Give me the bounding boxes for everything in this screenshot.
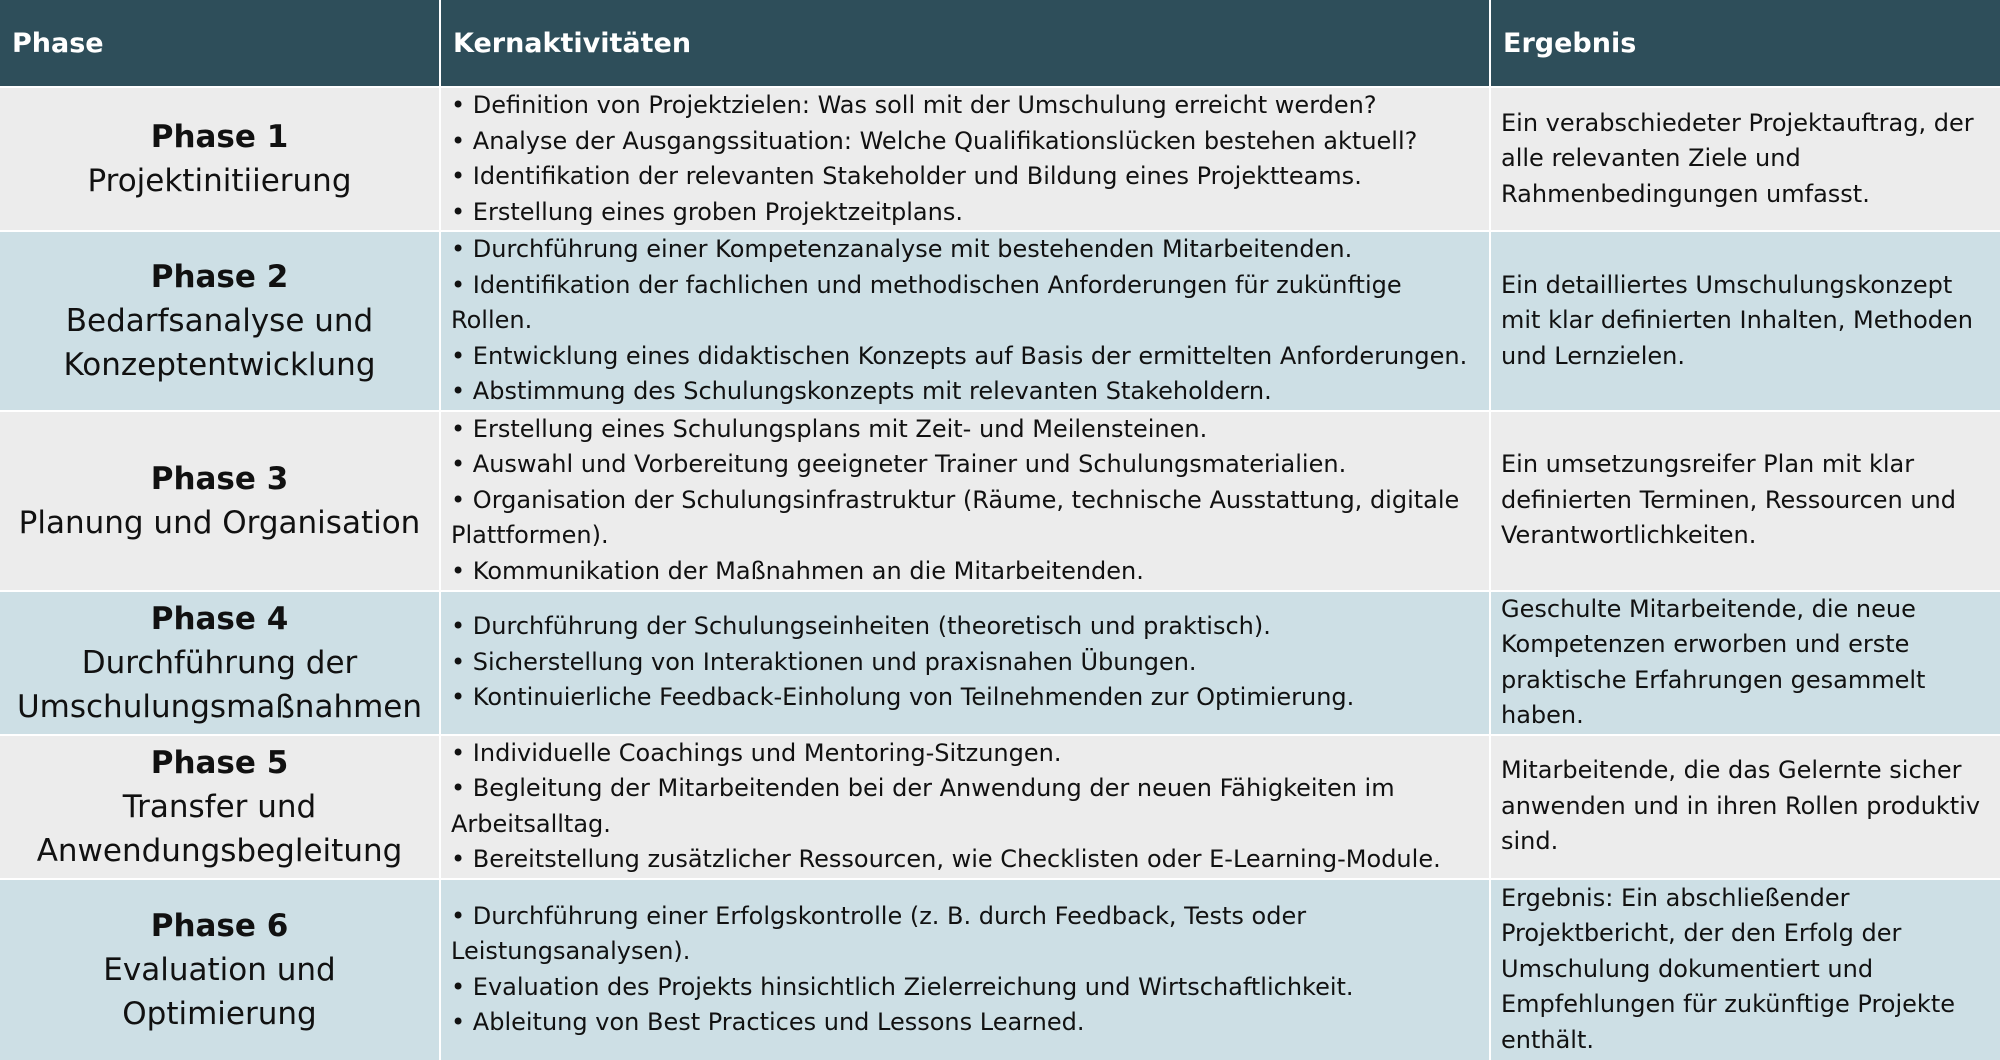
activity-item: • Durchführung der Schulungseinheiten (theoretisch und praktisch). — [451, 609, 1479, 645]
activity-item: • Identifikation der fachlichen und methodischen Anforderungen für zukünftige Rollen. — [451, 268, 1479, 339]
activity-item: • Sicherstellung von Interaktionen und praxisnahen Übungen. — [451, 645, 1479, 681]
phase-number: Phase 5 — [150, 744, 289, 781]
result-cell: Ein umsetzungsreifer Plan mit klar definierten Terminen, Ressourcen und Verantwortlichkeiten. — [1490, 411, 2000, 591]
activity-item: • Erstellung eines Schulungsplans mit Zeit- und Meilensteinen. — [451, 412, 1479, 448]
activity-item: • Identifikation der relevanten Stakeholder und Bildung eines Projektteams. — [451, 159, 1479, 195]
phase-cell — [0, 591, 440, 735]
activities-list — [451, 609, 1479, 716]
phase-number: Phase 1 — [150, 119, 289, 155]
activity-item: • Evaluation des Projekts hinsichtlich Zielerreichung und Wirtschaftlichkeit. — [451, 970, 1479, 1006]
activities-list — [451, 232, 1479, 410]
phase-number: Phase 6 — [150, 907, 289, 944]
activity-item: • Auswahl und Vorbereitung geeigneter Trainer und Schulungsmaterialien. — [451, 447, 1479, 483]
table-row — [0, 87, 2000, 231]
activity-item: • Analyse der Ausgangssituation: Welche Qualifikationslücken bestehen aktuell? — [451, 124, 1479, 160]
table-header-row — [0, 0, 2000, 87]
result-cell: Geschulte Mitarbeitende, die neue Kompetenzen erworben und erste praktische Erfahrungen gesammelt haben. — [1490, 591, 2000, 735]
activity-item: • Begleitung der Mitarbeitenden bei der Anwendung der neuen Fähigkeiten im Arbeitsalltag. — [451, 771, 1479, 842]
activity-item: • Durchführung einer Erfolgskontrolle (z. B. durch Feedback, Tests oder Leistungsanalysen). — [451, 899, 1479, 970]
header-result: Ergebnis — [1490, 0, 2000, 87]
activities-cell — [440, 87, 1490, 231]
table-row — [0, 231, 2000, 411]
activity-item: • Bereitstellung zusätzlicher Ressourcen, wie Checklisten oder E-Learning-Module. — [451, 842, 1479, 878]
phase-name: Planung und Organisation — [18, 504, 421, 541]
activity-item: • Kommunikation der Maßnahmen an die Mitarbeitenden. — [451, 554, 1479, 590]
activities-cell — [440, 231, 1490, 411]
activity-item: • Kontinuierliche Feedback-Einholung von Teilnehmenden zur Optimierung. — [451, 680, 1479, 716]
activity-item: • Durchführung einer Kompetenzanalyse mit bestehenden Mitarbeitenden. — [451, 232, 1479, 268]
phase-name: Bedarfsanalyse und Konzeptentwicklung — [63, 302, 376, 383]
result-cell: Ein verabschiedeter Projektauftrag, der alle relevanten Ziele und Rahmenbedingungen umfasst. — [1490, 87, 2000, 231]
activities-cell — [440, 879, 1490, 1060]
phase-cell — [0, 411, 440, 591]
result-cell: Ergebnis: Ein abschließender Projektbericht, der den Erfolg der Umschulung dokumentiert und Empfehlungen für zukünftige Projekte enthält. — [1490, 879, 2000, 1060]
activities-cell — [440, 591, 1490, 735]
activities-cell — [440, 735, 1490, 879]
activities-cell — [440, 411, 1490, 591]
table-row — [0, 591, 2000, 735]
phase-cell — [0, 231, 440, 411]
phase-cell — [0, 87, 440, 231]
activities-list — [451, 899, 1479, 1041]
activities-list — [451, 88, 1479, 230]
result-cell: Mitarbeitende, die das Gelernte sicher anwenden und in ihren Rollen produktiv sind. — [1490, 735, 2000, 879]
phase-name: Transfer und Anwendungsbegleitung — [36, 788, 403, 869]
header-phase: Phase — [0, 0, 440, 87]
phase-cell — [0, 879, 440, 1060]
activity-item: • Individuelle Coachings und Mentoring-Sitzungen. — [451, 736, 1479, 772]
table-row — [0, 735, 2000, 879]
phase-cell — [0, 735, 440, 879]
activity-item: • Entwicklung eines didaktischen Konzepts auf Basis der ermittelten Anforderungen. — [451, 339, 1479, 375]
phase-number: Phase 4 — [150, 600, 289, 637]
phase-number: Phase 3 — [150, 460, 289, 497]
result-cell: Ein detailliertes Umschulungskonzept mit klar definierten Inhalten, Methoden und Lernzielen. — [1490, 231, 2000, 411]
activities-list — [451, 736, 1479, 878]
activity-item: • Abstimmung des Schulungskonzepts mit relevanten Stakeholdern. — [451, 374, 1479, 410]
phase-name: Evaluation und Optimierung — [103, 951, 336, 1032]
table-row — [0, 411, 2000, 591]
phase-name: Projektinitiierung — [87, 163, 352, 199]
activity-item: • Organisation der Schulungsinfrastruktur (Räume, technische Ausstattung, digitale Plattformen). — [451, 483, 1479, 554]
header-activities: Kernaktivitäten — [440, 0, 1490, 87]
activity-item: • Erstellung eines groben Projektzeitplans. — [451, 195, 1479, 231]
phase-name: Durchführung der Umschulungsmaßnahmen — [16, 644, 423, 725]
phase-number: Phase 2 — [150, 258, 289, 295]
activity-item: • Ableitung von Best Practices und Lessons Learned. — [451, 1005, 1479, 1041]
activities-list — [451, 412, 1479, 590]
table-row — [0, 879, 2000, 1060]
activity-item: • Definition von Projektzielen: Was soll mit der Umschulung erreicht werden? — [451, 88, 1479, 124]
